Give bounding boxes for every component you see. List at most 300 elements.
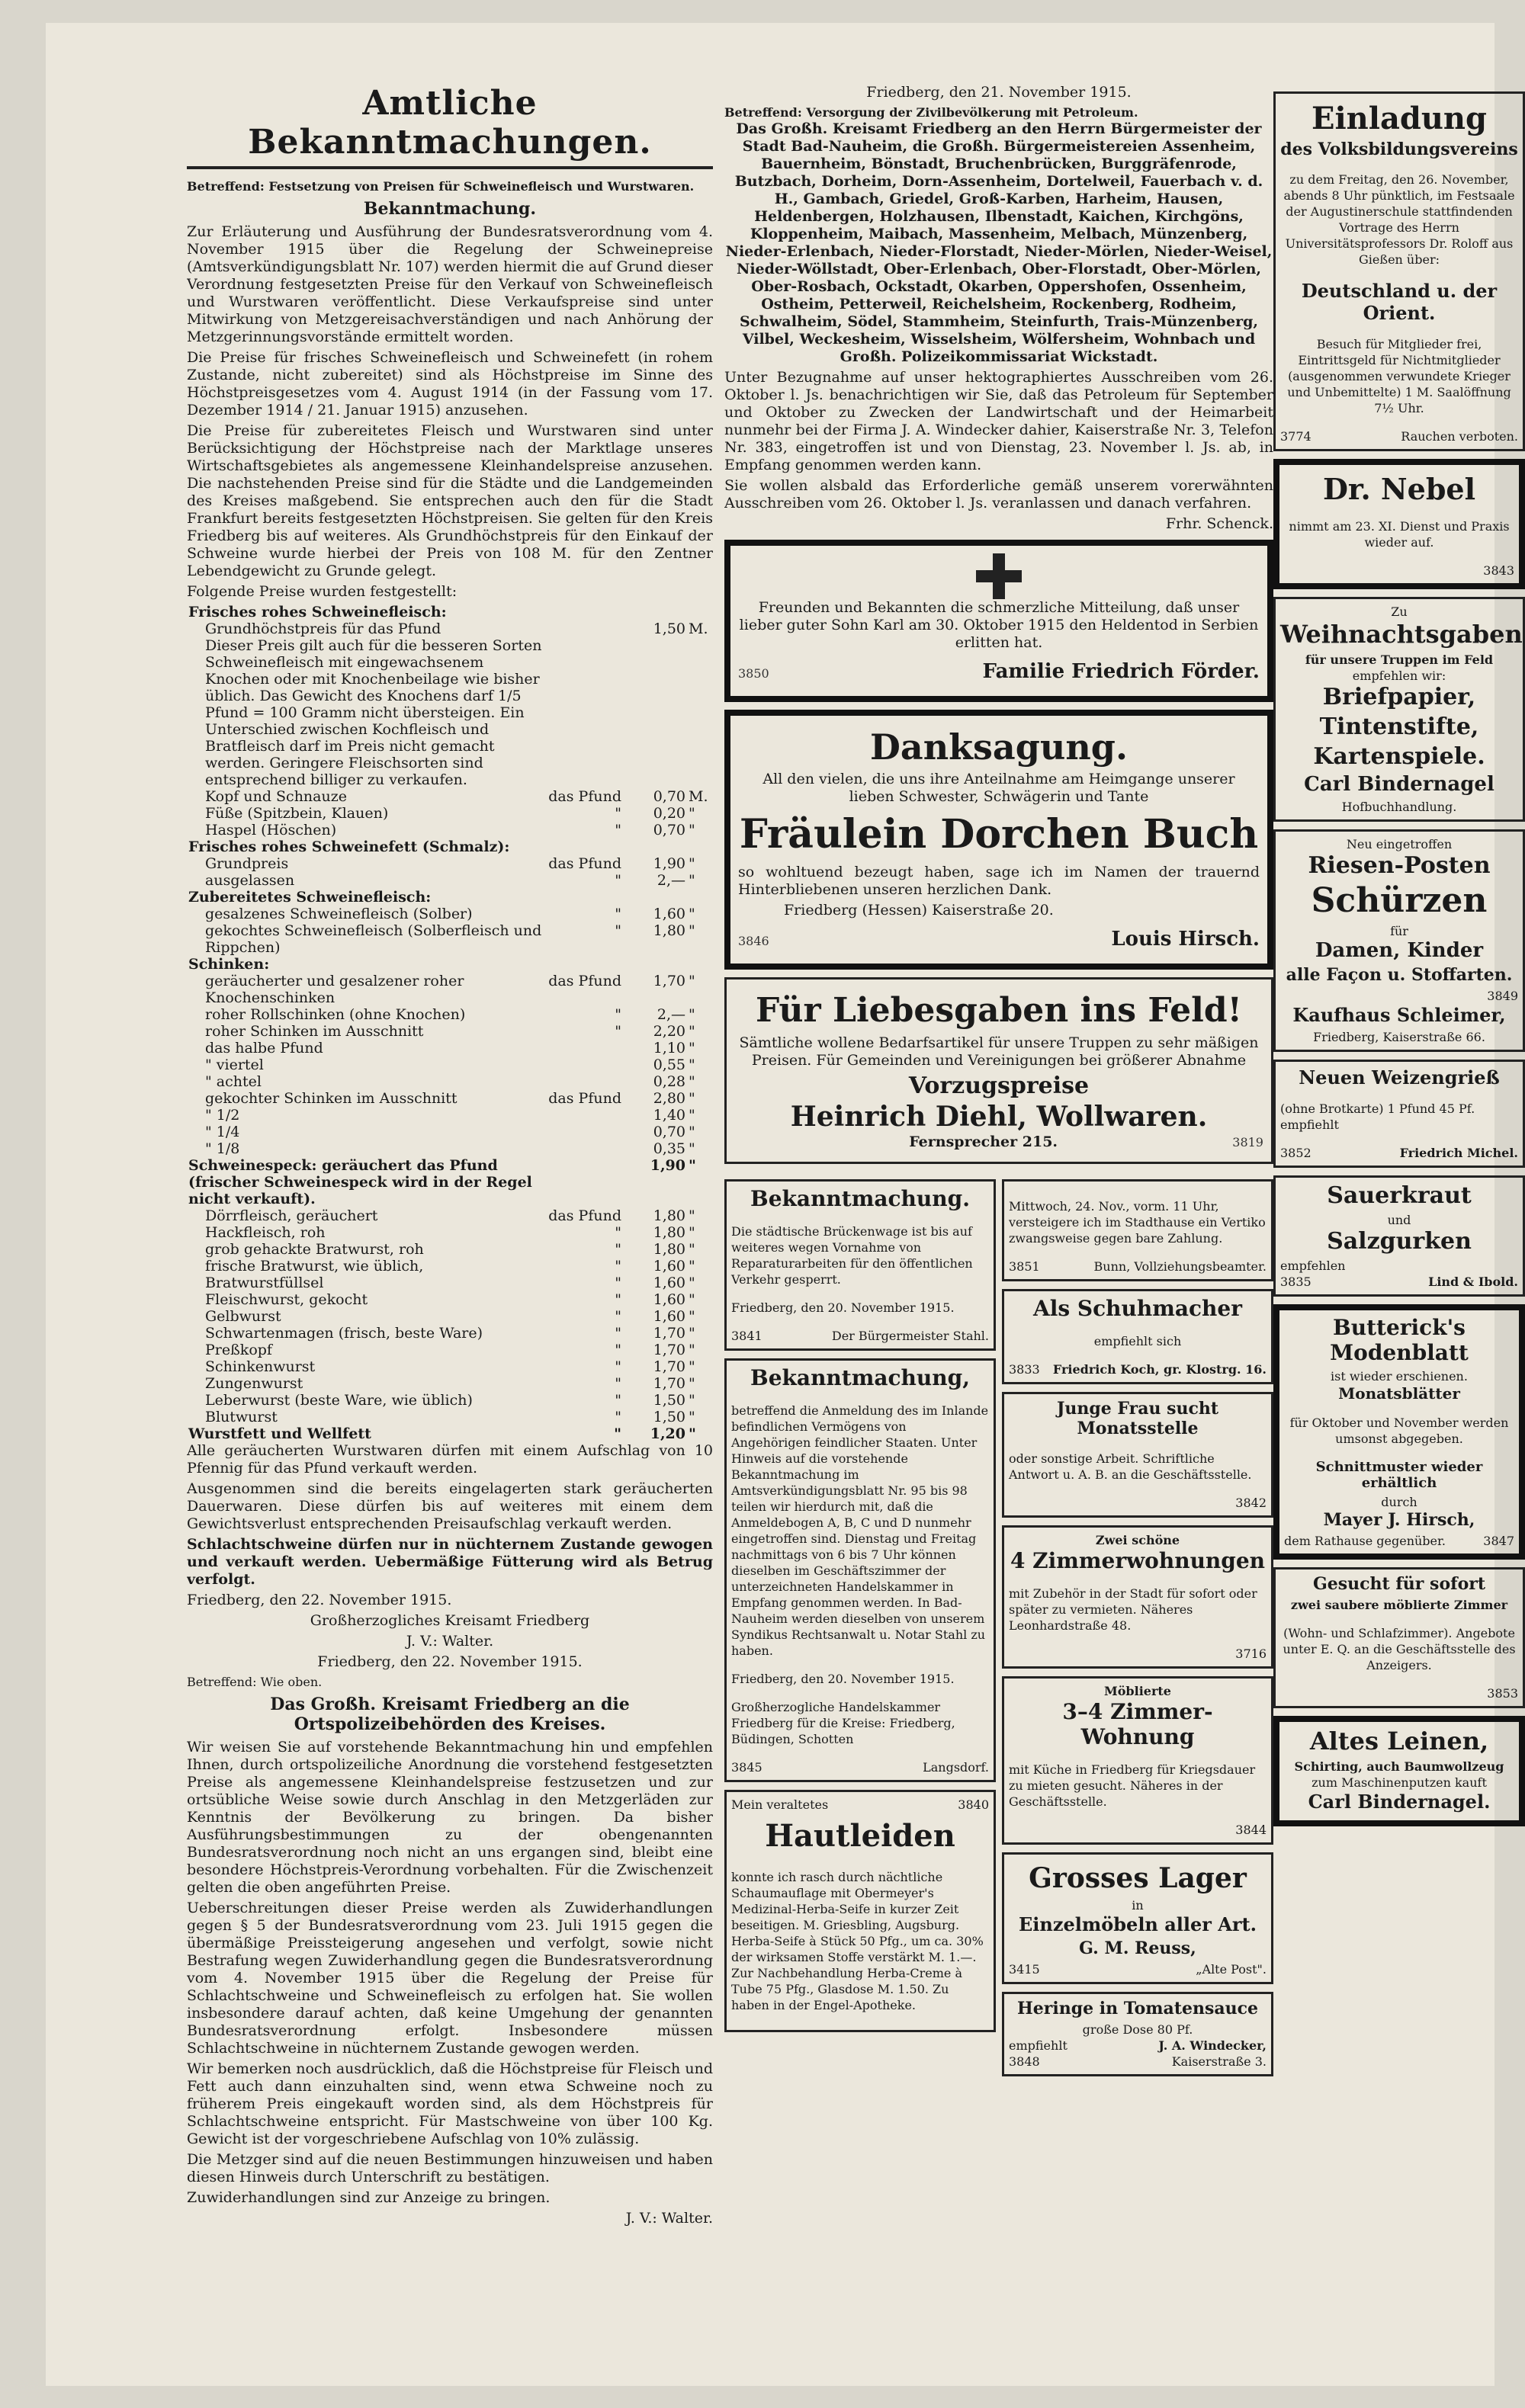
price-unit: " [615,922,621,939]
price-value: 1,80 [653,922,685,939]
price-value: 0,55 [653,1057,685,1073]
price-item: roher Schinken im Ausschnitt [205,1023,424,1040]
notice-paragraph: Unter Bezugnahme auf unser hektographiertes Ausschreiben vom 26. Oktober l. Js. benachrichtigen wir Sie, daß das Petroleum für September und Oktober zu Zwecken der Landwirtschaft und der Heimarbeit nunmehr bei der Firma J. A. Windecker dahier, Kaiserstraße Nr. 3, Telefon Nr. 383, eingetroffen ist und von Dienstag, 23. November l. Js. ab, in Empfang genommen werden kann. [724,369,1273,473]
price-row [187,1006,713,1023]
notice-paragraph: Zuwiderhandlungen sind zur Anzeige zu bringen. [187,2189,551,2206]
price-currency: " [689,906,695,922]
price-row [187,1241,713,1258]
price-row [187,1342,713,1358]
price-currency: " [689,1325,695,1342]
price-unit [544,1040,623,1057]
price-value: 1,50 [653,620,685,637]
thanks-signer: Louis Hirsch. [1111,928,1260,951]
subject-line: Betreffend: Wie oben. [187,1675,323,1689]
price-currency: " [689,822,695,838]
price-row [187,889,713,906]
thanks-ad [724,710,1273,970]
christmas-item: Kartenspiele. [1313,743,1485,770]
ad-number: 3851 [1009,1259,1040,1274]
price-currency: " [689,1224,695,1241]
price-value: 1,60 [653,1291,685,1308]
christmas-subtitle: für unsere Truppen im Feld [1305,653,1494,667]
butterick-company: Mayer J. Hirsch, [1323,1510,1475,1530]
butterick-address: dem Rathause gegenüber. [1284,1534,1446,1548]
price-currency: " [689,1023,695,1040]
price-value: 0,28 [653,1073,685,1090]
price-row [187,956,713,973]
room-text: mit Küche in Friedberg für Kriegsdauer zu mieten gesucht. Näheres in der Geschäftsstelle. [1009,1762,1256,1809]
price-row [187,822,713,838]
price-unit [544,1140,623,1157]
price-value: 1,90 [650,1157,685,1174]
job-title: Junge Frau sucht Monatsstelle [1056,1399,1219,1438]
auction-signer: Bunn, Vollziehungsbeamter. [1093,1259,1267,1274]
price-value: 2,20 [653,1023,685,1040]
price-unit [544,1124,623,1140]
price-item: Blutwurst [205,1409,278,1425]
price-item: Zubereitetes Schweinefleisch: [188,889,432,906]
ad-number: 3819 [1232,1135,1263,1149]
price-unit: " [615,1375,621,1392]
wheat-text: (ohne Brotkarte) 1 Pfund 45 Pf. empfiehlt [1280,1101,1475,1132]
furniture-ad [1002,1852,1273,1984]
classifieds-right [1002,1172,1273,2084]
price-item: " 1/8 [205,1140,240,1157]
price-item: " 1/2 [205,1107,240,1124]
price-unit [544,1157,623,1207]
price-currency: " [689,1258,695,1275]
price-unit: das Pfund [548,973,621,989]
notice-text: Die städtische Brückenwage ist bis auf weiteres wegen Vornahme von Reparaturarbeiten für den öffentlichen Verkehr gesperrt. [731,1224,973,1287]
price-unit [544,637,623,788]
price-item: Wurstfett und Wellfett [188,1425,371,1442]
petroleum-heading: Das Großh. Kreisamt Friedberg an den Herrn Bürgermeister der Stadt Bad-Nauheim, die Großh. Bürgermeistereien Assenheim, Bauernheim, Bönstadt, Bruchenbrücken, Burggräfenrode, Butzbach, Dorheim, Dorn-Assenheim, Dortelweil, Fauerbach v. d. H., Gambach, Griedel, Groß-Karben, Harheim, Hausen, Heldenbergen, Holzhausen, Ilbenstadt, Kaichen, Kirchgöns, Kloppenheim, Maibach, Massenheim, Melbach, Münzenberg, Nieder-Erlenbach, Nieder-Florstadt, Nieder-Mörlen, Nieder-Weisel, Nieder-Wöllstadt, Ober-Erlenbach, Ober-Florstadt, Ober-Mörlen, Ober-Rosbach, Ockstadt, Okarben, Oppershofen, Ossenheim, Ostheim, Petterweil, Reichelsheim, Rockenberg, Rodheim, Schwalheim, Södel, Stammheim, Steinfurth, Trais-Münzenberg, Vilbel, Weckesheim, Wisselsheim, Wölfersheim, Wohnbach und Großh. Polizeikommissariat Wickstadt. [725,120,1273,365]
skin-ad [724,1790,996,2032]
linen-company: Carl Bindernagel. [1308,1791,1491,1813]
apron-title: Riesen-Posten [1308,852,1491,879]
butterick-text: ist wieder erschienen. [1331,1369,1468,1384]
price-unit: " [615,1224,621,1241]
butterick-subtitle: Monatsblätter [1338,1384,1460,1403]
price-unit: " [615,1023,621,1040]
price-value: 1,70 [653,1342,685,1358]
price-currency: " [689,1425,696,1442]
wanted-title: Gesucht für sofort [1312,1574,1486,1594]
price-row [187,788,713,805]
classifieds-grid [724,1172,1273,2084]
price-row [187,1073,713,1090]
price-row [187,1224,713,1241]
price-item: ausgelassen [205,872,295,889]
price-item: gekochter Schinken im Ausschnitt [205,1090,458,1107]
notice-text: betreffend die Anmeldung des im Inlande befindlichen Vermögens von Angehörigen feindlicher Staaten. Unter Hinweis auf die vorstehende Bekanntmachung im Amtsverkündigungsblatt Nr. 95 bis 98 teilen wir hierdurch mit, daß die Anmeldebogen A, B, C und D nunmehr eingetroffen sind. Dienstag und Freitag nachmittags von 6 bis 7 Uhr können dieselben im Geschäftszimmer der unterzeichneten Handelskammer in Empfang genommen werden. In Bad-Nauheim werden dieselben von unserem Syndikus Rechtsanwalt u. Notar Stahl zu haben. [731,1403,989,1658]
price-currency: " [689,1006,695,1023]
price-currency: " [689,1358,695,1375]
price-item: Gelbwurst [205,1308,281,1325]
invitation-title: Einladung [1312,101,1487,136]
price-currency: " [689,1107,695,1124]
gifts-text: Sämtliche wollene Bedarfsartikel für unsere Truppen zu sehr mäßigen Preisen. Für Gemeinden und Vereinigungen bei größerer Abnahme [739,1034,1259,1069]
herring-lead: empfiehlt [1009,2038,1068,2053]
price-item: gesalzenes Schweinefleisch (Solber) [205,906,473,922]
price-currency: " [689,1057,695,1073]
price-value: 0,70 [653,788,685,805]
furniture-subtitle: Einzelmöbeln aller Art. [1018,1913,1257,1935]
notice-date: Friedberg, den 21. November 1915. [866,84,1132,101]
price-currency: " [689,1342,695,1358]
skin-text: konnte ich rasch durch nächtliche Schaumauflage mit Obermeyer's Medizinal-Herba-Seife in kurzer Zeit beseitigen. M. Griesbling, Augsburg. Herba-Seife à Stück 50 Pfg., um ca. 30% der wirksamen Stoffe verstärkt M. 1.—. Zur Nachbehandlung Herba-Creme à Tube 75 Pfg., Glasdose M. 1.50. Zu haben in der Engel-Apotheke. [731,1870,984,2012]
apron-for: für [1390,924,1408,938]
price-currency [687,637,713,788]
notice-signer: Langsdorf. [923,1760,989,1775]
christmas-title: Weihnachtsgaben [1280,620,1523,649]
notice-paragraph: Die Preise für zubereitetes Fleisch und Wurstwaren sind unter Berücksichtigung der Höchstpreise nach der Marktlage unseres Wirtschaftsgebietes als angemessene Kleinhandelspreise anzusehen. Die nachstehenden Preise sind für die Städte und die Landgemeinden des Kreises maßgebend. Sie entsprechen auch den für die Stadt Frankfurt bereits festgesetzten Höchstpreisen. Sie gelten für den Kreis Friedberg bis auf weiteres. Als Grundhöchstpreis für den Einkauf der Schweine wurde hierbei der Preis von 108 M. für den Zentner Lebendgewicht zu Grunde gelegt. [187,422,713,579]
obituary-text: Freunden und Bekannten die schmerzliche Mitteilung, daß unser lieber guter Sohn Karl am 30. Oktober 1915 den Heldentod in Serbien erlitten hat. [739,599,1259,651]
price-row [187,1040,713,1057]
price-currency: " [689,922,695,939]
classifieds-left [724,1172,996,2084]
notice-authority: Großherzogliche Handelskammer Friedberg für die Kreise: Friedberg, Büdingen, Schotten [731,1700,955,1746]
price-unit [544,889,623,906]
price-row [187,855,713,872]
invitation-topic: Deutschland u. der Orient. [1301,280,1498,324]
thanks-title: Danksagung. [870,726,1128,768]
wheat-company: Friedrich Michel. [1399,1146,1518,1160]
price-unit: das Pfund [548,1207,621,1224]
christmas-item: Tintenstifte, [1319,713,1479,740]
ad-number: 3774 [1280,429,1312,444]
invitation-subtitle: des Volksbildungsvereins [1280,139,1518,159]
price-unit: " [615,805,621,822]
newspaper-page [46,23,1523,2386]
price-value: 2,80 [653,1090,685,1107]
price-value: 1,70 [653,973,685,989]
price-currency: " [689,855,695,872]
ad-number: 3849 [1487,989,1518,1003]
sauerkraut-title: Salzgurken [1327,1228,1472,1255]
ad-number: 3848 [1009,2054,1040,2069]
price-item: grob gehackte Bratwurst, roh [205,1241,424,1258]
wheat-ad [1273,1060,1525,1168]
price-unit: " [615,1342,621,1358]
price-unit: " [615,822,621,838]
sauerkraut-ad [1273,1175,1525,1297]
doctor-name: Dr. Nebel [1322,472,1476,506]
obituary-ad [724,540,1273,702]
price-currency: " [689,1375,695,1392]
price-row [187,1090,713,1107]
price-currency [687,604,713,620]
price-unit [544,620,623,637]
room-ad [1002,1676,1273,1845]
christmas-item: Briefpapier, [1322,684,1476,710]
apron-company: Kaufhaus Schleimer, [1292,1004,1506,1026]
butterick-text: für Oktober und November werden umsonst abgegeben. [1289,1416,1509,1446]
price-currency: " [689,1392,695,1409]
notice-date: Friedberg, den 22. November 1915. [317,1653,583,1670]
apron-subtitle: Damen, Kinder [1315,939,1484,962]
price-currency: " [689,1124,695,1140]
shoemaker-name: Friedrich Koch, gr. Klostrg. 16. [1052,1362,1267,1377]
herring-ad [1002,1992,1273,2076]
herring-address: Kaiserstraße 3. [1171,2054,1267,2069]
price-row [187,1023,713,1040]
job-text: oder sonstige Arbeit. Schriftliche Antwort u. A. B. an die Geschäftsstelle. [1009,1451,1252,1482]
linen-title: Altes Leinen, [1309,1727,1489,1755]
room-title: 3–4 Zimmer-Wohnung [1062,1699,1213,1749]
price-item: Bratwurstfüllsel [205,1275,324,1291]
price-value: 1,90 [653,855,685,872]
price-item: Haspel (Höschen) [205,822,337,838]
ad-number: 3833 [1009,1362,1040,1377]
linen-ad [1273,1716,1525,1826]
notice-heading: Bekanntmachung, [750,1365,970,1390]
price-row [187,1409,713,1425]
price-row [187,604,713,620]
price-currency [687,889,713,906]
linen-text: zum Maschinenputzen kauft [1312,1775,1487,1790]
price-currency: " [689,872,695,889]
price-item: frische Bratwurst, wie üblich, [205,1258,424,1275]
auction-ad [1002,1179,1273,1281]
christmas-address: Hofbuchhandlung. [1341,800,1457,814]
price-row [187,1325,713,1342]
price-item: Frisches rohes Schweinefleisch: [188,604,447,620]
sauerkraut-company: Lind & Ibold. [1428,1275,1518,1289]
price-item: Preßkopf [205,1342,272,1358]
shoemaker-title: Als Schuhmacher [1033,1296,1242,1321]
price-row [187,1258,713,1275]
furniture-in: in [1132,1898,1144,1913]
notice-paragraph: Schlachtschweine dürfen nur in nüchternem Zustande gewogen und verkauft werden. Uebermäßige Fütterung wird als Betrug verfolgt. [187,1536,713,1588]
wheat-title: Neuen Weizengrieß [1299,1066,1500,1089]
price-item: " 1/4 [205,1124,240,1140]
price-row [187,973,713,1006]
assets-notice-ad [724,1358,996,1782]
price-unit: " [615,1241,621,1258]
christmas-ad [1273,597,1525,822]
price-row [187,637,713,788]
invitation-text: zu dem Freitag, den 26. November, abends 8 Uhr pünktlich, im Festsaale der Augustinerschule stattfindenden Vortrage des Herrn Universitätsprofessors Dr. Roloff aus Gießen über: [1283,172,1515,267]
notice-signer: Der Bürgermeister Stahl. [831,1329,989,1343]
job-ad [1002,1392,1273,1518]
notice-paragraph: Die Metzger sind auf die neuen Bestimmungen hinzuweisen und haben diesen Hinweis durch Unterschrift zu bestätigen. [187,2151,713,2185]
price-unit: " [615,1392,621,1409]
price-unit: " [615,1358,621,1375]
price-unit: " [615,1291,621,1308]
price-value: 1,60 [653,1308,685,1325]
price-item: Kopf und Schnauze [205,788,347,805]
price-currency: " [689,1241,695,1258]
price-unit: " [615,1308,621,1325]
skin-lead: Mein veraltetes [731,1797,829,1812]
price-row [187,1358,713,1375]
notice-paragraph: Die Preise für frisches Schweinefleisch und Schweinefett (in rohem Zustande, nicht zubereitet) sind als Höchstpreise im Sinne des Höchstpreisgesetzes vom 4. August 1914 (in der Fassung vom 17. Dezember 1914 / 21. Januar 1915) anzusehen. [187,349,713,418]
notice-paragraph: Ueberschreitungen dieser Preise werden als Zuwiderhandlungen gegen § 5 der Bundesratsverordnung vom 23. Juli 1915 gegen die übermäßige Preissteigerung angesehen und verfolgt, sowie nicht Bestrafung wegen Zuwiderhandlung gegen die Bundesratsverordnung vom 4. November 1915 über die Regelung der Preise für Schlachtschweine und Schweinefleisch zu erfolgen hat. Sie wollen insbesondere darauf achten, daß keine Umgehung der genannten Bundesratsverordnung erfolgt. Insbesondere müssen Schlachtschweine in nüchternem Zustande gewogen werden. [187,1900,713,2057]
christmas-recommend: empfehlen wir: [1352,669,1446,683]
price-row [187,1124,713,1140]
price-item: Dieser Preis gilt auch für die besseren Sorten Schweinefleisch mit eingewachsenem Knochen oder mit Knochenbeilage wie bisher üblich. Das Gewicht des Knochens darf 1/5 Pfund = 100 Gramm nicht übersteigen. Ein Unterschied zwischen Kochfleisch und Bratfleisch darf im Preis nicht gemacht werden. Geringere Fleischsorten sind entsprechend billiger zu verkaufen. [205,637,542,788]
price-row [187,1308,713,1325]
christmas-company: Carl Bindernagel [1304,773,1494,796]
gifts-company: Heinrich Diehl, Wollwaren. [790,1101,1208,1133]
price-value: 1,20 [650,1425,685,1442]
notice-signer: J. V.: Walter. [625,2210,713,2227]
column-center [724,84,1273,2084]
notice-paragraph: Zur Erläuterung und Ausführung der Bundesratsverordnung vom 4. November 1915 über die Regelung der Schweinepreise (Amtsverkündigungsblatt Nr. 107) werden hiermit die auf Grund dieser Verordnung festgesetzten Preise für den Verkauf von Schweinefleisch und Wurstwaren veröffentlicht. Diese Verkaufspreise sind unter Mitwirkung von Metzgereisachverständigen und nach Anhörung der Metzgerinnungsvorstände ermittelt worden. [187,223,713,345]
price-currency [687,838,713,855]
furniture-address: „Alte Post". [1196,1962,1267,1977]
price-row [187,1291,713,1308]
ad-number: 3415 [1009,1962,1040,1977]
notice-paragraph: Alle geräucherten Wurstwaren dürfen mit einem Aufschlag von 10 Pfennig für das Pfund verkauft werden. [187,1442,713,1477]
butterick-by: durch [1381,1495,1417,1509]
price-unit [544,604,623,620]
furniture-company: G. M. Reuss, [1079,1938,1196,1958]
column-official-notices [187,84,713,2230]
price-value: 0,20 [653,805,685,822]
invitation-text: Besuch für Mitglieder frei, Eintrittsgeld für Nichtmitglieder (ausgenommen verwundete Krieger und Unbemittelte) 1 M. Saalöffnung 7½ Uhr. [1287,337,1511,415]
price-row [187,838,713,855]
price-item: Schweinespeck: geräuchert das Pfund (frischer Schweinespeck wird in der Regel nicht verkauft). [188,1157,532,1207]
thanks-text: so wohltuend bezeugt haben, sage ich im Namen der trauernd Hinterbliebenen unseren herzlichen Dank. [738,864,1260,898]
obituary-family: Familie Friedrich Förder. [982,660,1260,683]
bridge-notice-ad [724,1179,996,1351]
apron-address: Friedberg, Kaiserstraße 66. [1313,1030,1485,1044]
price-unit: " [615,1258,621,1275]
notice-heading: Bekanntmachung. [750,1186,970,1211]
price-currency: M. [689,788,708,805]
notice-heading: Das Großh. Kreisamt Friedberg an die Ortspolizeibehörden des Kreises. [270,1695,630,1734]
thanks-address: Friedberg (Hessen) Kaiserstraße 20. [784,902,1054,919]
thanks-name: Fräulein Dorchen Buch [739,811,1259,858]
herring-price: große Dose 80 Pf. [1082,2022,1193,2037]
notice-paragraph: Sie wollen alsbald das Erforderliche gemäß unserem vorerwähnten Ausschreiben vom 26. Oktober l. Js. veranlassen und danach verfahren. [724,477,1273,511]
price-item: das halbe Pfund [205,1040,323,1057]
apron-big: Schürzen [1311,881,1488,920]
price-currency: " [689,1090,695,1107]
notice-paragraph: Ausgenommen sind die bereits eingelagerten stark geräucherten Dauerwaren. Diese dürfen bis auf weiteres mit einem dem Gewichtsverlust entsprechenden Preisaufschlag verkauft werden. [187,1480,713,1532]
price-value: 1,70 [653,1325,685,1342]
price-row [187,1392,713,1409]
price-row [187,1375,713,1392]
herring-title: Heringe in Tomatensauce [1016,1999,1258,2018]
flat-lead: Zwei schöne [1095,1533,1180,1547]
shoemaker-text: empfiehlt sich [1093,1334,1182,1348]
page-title: Amtliche Bekanntmachungen. [187,84,713,169]
notice-signer: J. V.: Walter. [406,1633,494,1650]
price-item: " achtel [205,1073,262,1090]
ad-number: 3835 [1280,1275,1312,1289]
doctor-ad [1273,459,1525,589]
price-unit: " [615,1409,621,1425]
price-currency: " [689,1157,696,1174]
price-value: 1,60 [653,906,685,922]
notice-date: Friedberg, den 20. November 1915. [731,1300,955,1315]
price-row [187,1107,713,1124]
ad-number: 3845 [731,1760,762,1775]
price-currency: " [689,1040,695,1057]
price-row [187,906,713,922]
ad-number: 3850 [738,666,769,681]
flat-ad [1002,1525,1273,1669]
price-row [187,1057,713,1073]
price-unit [544,1057,623,1073]
notice-paragraph: Wir weisen Sie auf vorstehende Bekanntmachung hin und empfehlen Ihnen, durch ortspolizeiliche Anordnung die vorstehend festgesetzten Preise als angemessene Kleinhandelspreise festzusetzen und zur ortsübliche Weise sowie durch Anschlag in den Metzgerläden zur Kenntnis der Bevölkerung zu bringen. Da bisher Ausführungsbestimmungen zu der obengenannten Bundesratsverordnung noch nicht an uns ergangen sind, bleibt eine besondere Höchstpreis-Verordnung vorbehalten. Für die Zwischenzeit gelten die oben angeführten Preise. [187,1739,713,1896]
price-item: Frisches rohes Schweinefett (Schmalz): [188,838,510,855]
price-unit [544,1107,623,1124]
price-value: 0,35 [653,1140,685,1157]
price-currency: " [689,1140,695,1157]
price-unit: " [615,872,621,889]
price-row [187,1140,713,1157]
price-table [187,604,713,1442]
price-currency: " [689,805,695,822]
price-value: 0,70 [653,1124,685,1140]
price-value: 1,50 [653,1392,685,1409]
price-value [623,838,687,855]
price-currency: M. [689,620,708,637]
column-ads-right [1273,84,1525,1834]
ad-number: 3716 [1235,1646,1267,1661]
prices-intro: Folgende Preise wurden festgestellt: [187,583,458,600]
butterick-subtitle: Schnittmuster wieder erhältlich [1315,1459,1483,1491]
price-unit: " [615,1006,621,1023]
price-row [187,1425,713,1442]
apron-lead: Neu eingetroffen [1346,837,1453,851]
price-item: Grundpreis [205,855,289,872]
skin-title: Hautleiden [765,1818,955,1854]
price-row [187,1157,713,1207]
price-item: roher Rollschinken (ohne Knochen) [205,1006,466,1023]
notice-date: Friedberg, den 22. November 1915. [187,1592,452,1608]
gifts-ad [724,977,1273,1164]
price-item: gekochtes Schweinefleisch (Solberfleisch und Rippchen) [205,922,542,956]
notice-date: Friedberg, den 20. November 1915. [731,1672,955,1686]
doctor-text: nimmt am 23. XI. Dienst und Praxis wieder auf. [1289,519,1510,550]
price-currency: " [689,1073,695,1090]
price-row [187,922,713,956]
price-item: geräucherter und gesalzener roher Knochenschinken [205,973,464,1006]
gifts-phone: Fernsprecher 215. [909,1133,1058,1150]
price-row [187,620,713,637]
price-unit [544,956,623,973]
price-unit: das Pfund [548,1090,621,1107]
price-value [623,956,687,973]
apron-subtitle: alle Façon u. Stoffarten. [1286,965,1513,985]
price-item: Leberwurst (beste Ware, wie üblich) [205,1392,473,1409]
price-item: Schwartenmagen (frisch, beste Ware) [205,1325,483,1342]
price-value: 1,50 [653,1409,685,1425]
price-item: " viertel [205,1057,264,1073]
auction-text: Mittwoch, 24. Nov., vorm. 11 Uhr, versteigere ich im Stadthause ein Vertiko zwangsweise gegen bare Zahlung. [1009,1199,1266,1246]
price-unit: " [615,1325,621,1342]
butterick-ad [1273,1304,1525,1560]
price-value: 0,70 [653,822,685,838]
price-value: 1,60 [653,1275,685,1291]
sauerkraut-and: und [1387,1213,1411,1227]
thanks-text: All den vielen, die uns ihre Anteilnahme am Heimgange unserer lieben Schwester, Schwägerin und Tante [762,771,1235,805]
price-currency: " [689,1275,695,1291]
price-unit: das Pfund [548,855,621,872]
price-currency: " [689,1291,695,1308]
price-item: Zungenwurst [205,1375,303,1392]
gifts-subtitle: Vorzugspreise [908,1073,1090,1099]
wanted-ad [1273,1567,1525,1708]
christmas-lead: Zu [1391,604,1408,619]
apron-ad [1273,829,1525,1052]
herring-company: J. A. Windecker, [1158,2038,1267,2053]
